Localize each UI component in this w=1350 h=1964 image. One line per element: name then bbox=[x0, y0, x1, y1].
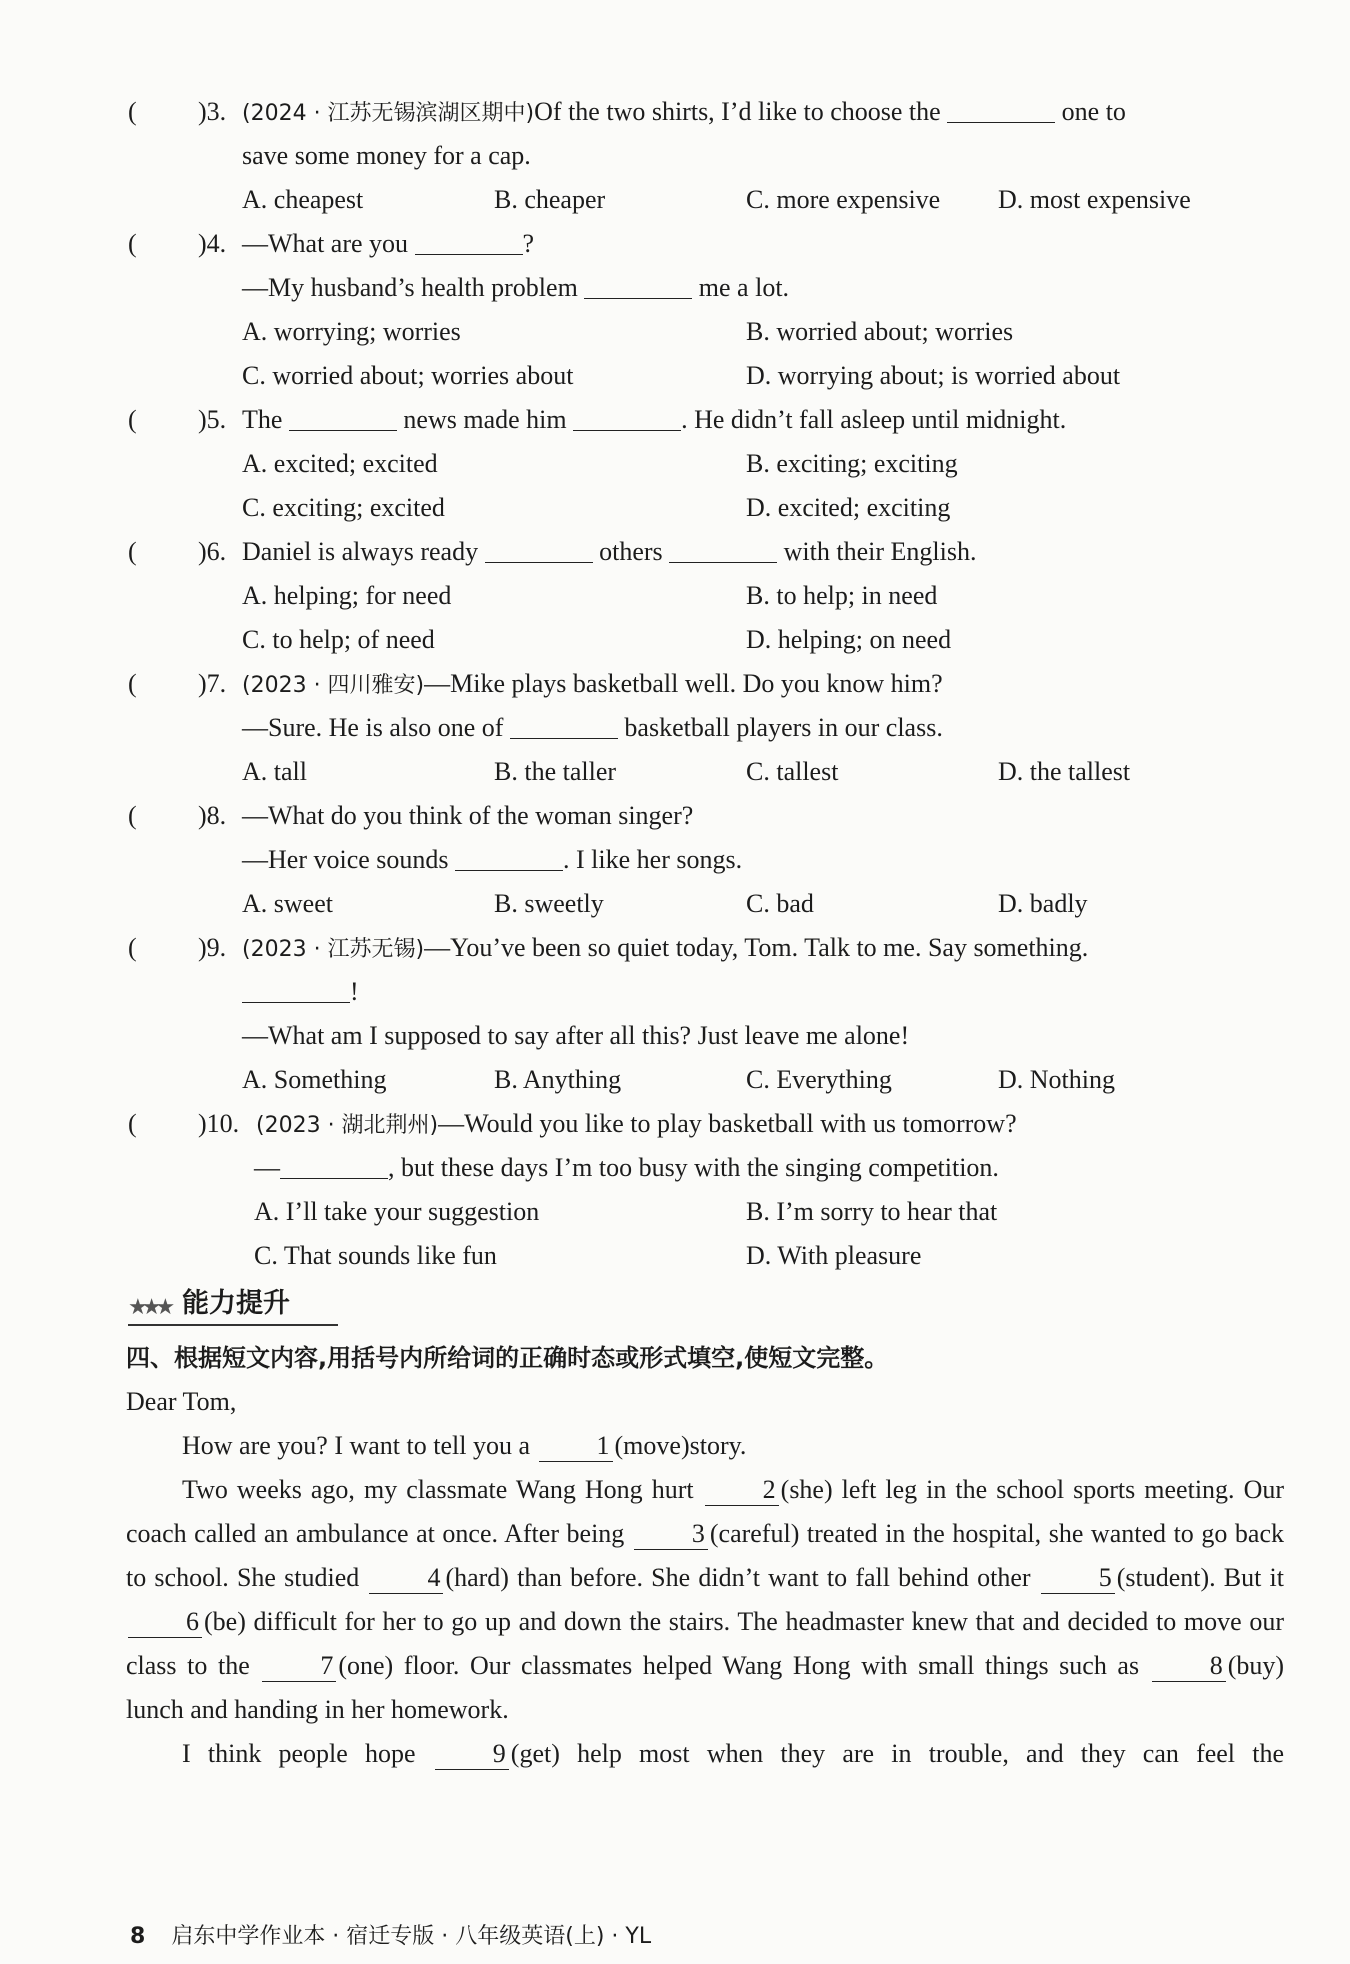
answer-blank[interactable] bbox=[242, 976, 350, 1003]
option-a[interactable]: A. helping; for need bbox=[242, 581, 452, 610]
option-c[interactable]: C. tallest bbox=[746, 757, 839, 786]
question-number: )7. bbox=[198, 669, 227, 698]
option-b[interactable]: B. exciting; exciting bbox=[746, 449, 958, 478]
passage-blank[interactable]: 2 bbox=[705, 1475, 779, 1506]
question-number: )8. bbox=[198, 801, 227, 830]
option-d[interactable]: D. worrying about; is worried about bbox=[746, 361, 1121, 390]
option-a[interactable]: A. I’ll take your suggestion bbox=[254, 1197, 540, 1226]
question-number: )3. bbox=[198, 97, 227, 126]
question-4 bbox=[128, 222, 1298, 398]
option-d[interactable]: D. the tallest bbox=[998, 757, 1131, 786]
question-source: (2024 · 江苏无锡滨湖区期中) bbox=[242, 101, 535, 126]
option-d[interactable]: D. badly bbox=[998, 889, 1088, 918]
answer-blank[interactable] bbox=[947, 96, 1055, 123]
dialogue-line: ! bbox=[242, 970, 359, 1014]
option-b[interactable]: B. sweetly bbox=[494, 889, 604, 918]
passage-greeting: Dear Tom, bbox=[126, 1387, 237, 1416]
option-d[interactable]: D. excited; exciting bbox=[746, 493, 951, 522]
dialogue-line: —What am I supposed to say after all this? Just leave me alone! bbox=[242, 1021, 910, 1050]
dialogue-line: —Her voice sounds . I like her songs. bbox=[242, 845, 743, 874]
option-b[interactable]: B. Anything bbox=[494, 1065, 622, 1094]
question-source: (2023 · 湖北荆州) bbox=[256, 1113, 439, 1138]
question-stem: The news made him . He didn’t fall asleep until midnight. bbox=[242, 405, 1067, 434]
question-number: )5. bbox=[198, 405, 227, 434]
option-a[interactable]: A. worrying; worries bbox=[242, 317, 461, 346]
option-a[interactable]: A. Something bbox=[242, 1065, 387, 1094]
answer-blank[interactable] bbox=[280, 1152, 388, 1179]
option-b[interactable]: B. to help; in need bbox=[746, 581, 938, 610]
answer-paren[interactable]: ( bbox=[128, 669, 137, 698]
passage-paragraph-3: I think people hope 9 (get) help most when they are in trouble, and they can feel the bbox=[182, 1739, 1284, 1768]
answer-blank[interactable] bbox=[415, 228, 523, 255]
answer-paren[interactable]: ( bbox=[128, 97, 137, 126]
option-c[interactable]: C. worried about; worries about bbox=[242, 361, 574, 390]
question-3 bbox=[128, 90, 1298, 222]
section-title: 能力提升 bbox=[182, 1288, 290, 1319]
answer-paren[interactable]: ( bbox=[128, 537, 137, 566]
answer-blank[interactable] bbox=[455, 844, 563, 871]
option-c[interactable]: C. to help; of need bbox=[242, 625, 435, 654]
question-stem: Daniel is always ready others with their English. bbox=[242, 537, 977, 566]
section-instruction: 四、根据短文内容,用括号内所给词的正确时态或形式填空,使短文完整。 bbox=[126, 1344, 889, 1372]
question-source: (2023 · 四川雅安) bbox=[242, 673, 425, 698]
answer-blank[interactable] bbox=[669, 536, 777, 563]
question-stem: —What are you ? bbox=[242, 229, 535, 258]
option-d[interactable]: D. most expensive bbox=[998, 185, 1191, 214]
option-d[interactable]: D. Nothing bbox=[998, 1065, 1115, 1094]
dialogue-line: —Sure. He is also one of basketball players in our class. bbox=[242, 713, 943, 742]
dialogue-line: —My husband’s health problem me a lot. bbox=[242, 273, 790, 302]
question-stem: —What do you think of the woman singer? bbox=[242, 801, 694, 830]
question-number: )6. bbox=[198, 537, 227, 566]
option-b[interactable]: B. cheaper bbox=[494, 185, 606, 214]
passage-blank[interactable]: 9 bbox=[435, 1739, 509, 1770]
passage-blank[interactable]: 7 bbox=[262, 1651, 336, 1682]
option-b[interactable]: B. the taller bbox=[494, 757, 617, 786]
option-b[interactable]: B. worried about; worries bbox=[746, 317, 1014, 346]
book-title: 启东中学作业本 · 宿迁专版 · 八年级英语(上) · YL bbox=[171, 1924, 652, 1949]
question-6 bbox=[128, 530, 1298, 662]
option-b[interactable]: B. I’m sorry to hear that bbox=[746, 1197, 998, 1226]
question-stem: (2023 · 湖北荆州)—Would you like to play basketball with us tomorrow? bbox=[256, 1109, 1017, 1138]
passage bbox=[126, 1380, 1284, 1776]
question-stem: (2023 · 四川雅安)—Mike plays basketball well. Do you know him? bbox=[242, 669, 943, 698]
option-c[interactable]: C. more expensive bbox=[746, 185, 941, 214]
passage-paragraph-2: Two weeks ago, my classmate Wang Hong hurt 2 (she) left leg in the school sports meeting. Our coach called an ambulance at once. After being 3 (careful) treated in the hospital, she wanted to go back to school. She studied 4 (hard) than before. She didn’t want to fall behind other 5 (student). But it 6 (be) difficult for her to go up and down the stairs. The headmaster knew that and decided to move our class to the 7 (one) floor. Our classmates helped Wang Hong with small things such as 8 (buy) lunch and handing in her homework. bbox=[126, 1475, 1285, 1724]
option-c[interactable]: C. exciting; excited bbox=[242, 493, 445, 522]
dialogue-line: — , but these days I’m too busy with the singing competition. bbox=[254, 1153, 999, 1182]
answer-blank[interactable] bbox=[289, 404, 397, 431]
passage-blank[interactable]: 4 bbox=[369, 1563, 443, 1594]
option-a[interactable]: A. cheapest bbox=[242, 185, 364, 214]
option-d[interactable]: D. With pleasure bbox=[746, 1241, 922, 1270]
option-c[interactable]: C. That sounds like fun bbox=[254, 1241, 497, 1270]
answer-blank[interactable] bbox=[573, 404, 681, 431]
passage-blank[interactable]: 6 bbox=[128, 1607, 202, 1638]
option-a[interactable]: A. sweet bbox=[242, 889, 333, 918]
option-a[interactable]: A. tall bbox=[242, 757, 307, 786]
passage-paragraph-1: How are you? I want to tell you a 1 (move)story. bbox=[182, 1431, 747, 1460]
option-a[interactable]: A. excited; excited bbox=[242, 449, 438, 478]
option-c[interactable]: C. bad bbox=[746, 889, 814, 918]
answer-paren[interactable]: ( bbox=[128, 405, 137, 434]
answer-blank[interactable] bbox=[584, 272, 692, 299]
passage-blank[interactable]: 1 bbox=[539, 1431, 613, 1462]
question-number: )4. bbox=[198, 229, 227, 258]
page-footer bbox=[130, 1919, 651, 1950]
question-10 bbox=[128, 1102, 1298, 1278]
question-number: )10. bbox=[198, 1109, 240, 1138]
section-underline bbox=[128, 1324, 338, 1326]
passage-blank[interactable]: 3 bbox=[634, 1519, 708, 1550]
question-stem-continued: save some money for a cap. bbox=[242, 141, 531, 170]
question-8 bbox=[128, 794, 1298, 926]
answer-blank[interactable] bbox=[485, 536, 593, 563]
question-number: )9. bbox=[198, 933, 227, 962]
question-stem: (2024 · 江苏无锡滨湖区期中)Of the two shirts, I’d like to choose the one to bbox=[242, 97, 1126, 126]
question-9 bbox=[128, 926, 1298, 1102]
answer-blank[interactable] bbox=[510, 712, 618, 739]
question-stem: (2023 · 江苏无锡)—You’ve been so quiet today, Tom. Talk to me. Say something. bbox=[242, 933, 1089, 962]
passage-blank[interactable]: 8 bbox=[1152, 1651, 1226, 1682]
answer-paren[interactable]: ( bbox=[128, 1109, 137, 1138]
stars-icon: ★★★ bbox=[128, 1294, 170, 1319]
passage-blank[interactable]: 5 bbox=[1041, 1563, 1115, 1594]
answer-paren[interactable]: ( bbox=[128, 933, 137, 962]
question-source: (2023 · 江苏无锡) bbox=[242, 937, 425, 962]
page-number: 8 bbox=[130, 1924, 146, 1949]
option-c[interactable]: C. Everything bbox=[746, 1065, 892, 1094]
question-5 bbox=[128, 398, 1298, 530]
option-d[interactable]: D. helping; on need bbox=[746, 625, 952, 654]
answer-paren[interactable]: ( bbox=[128, 801, 137, 830]
answer-paren[interactable]: ( bbox=[128, 229, 137, 258]
question-7 bbox=[128, 662, 1298, 794]
section-header bbox=[128, 1284, 358, 1328]
